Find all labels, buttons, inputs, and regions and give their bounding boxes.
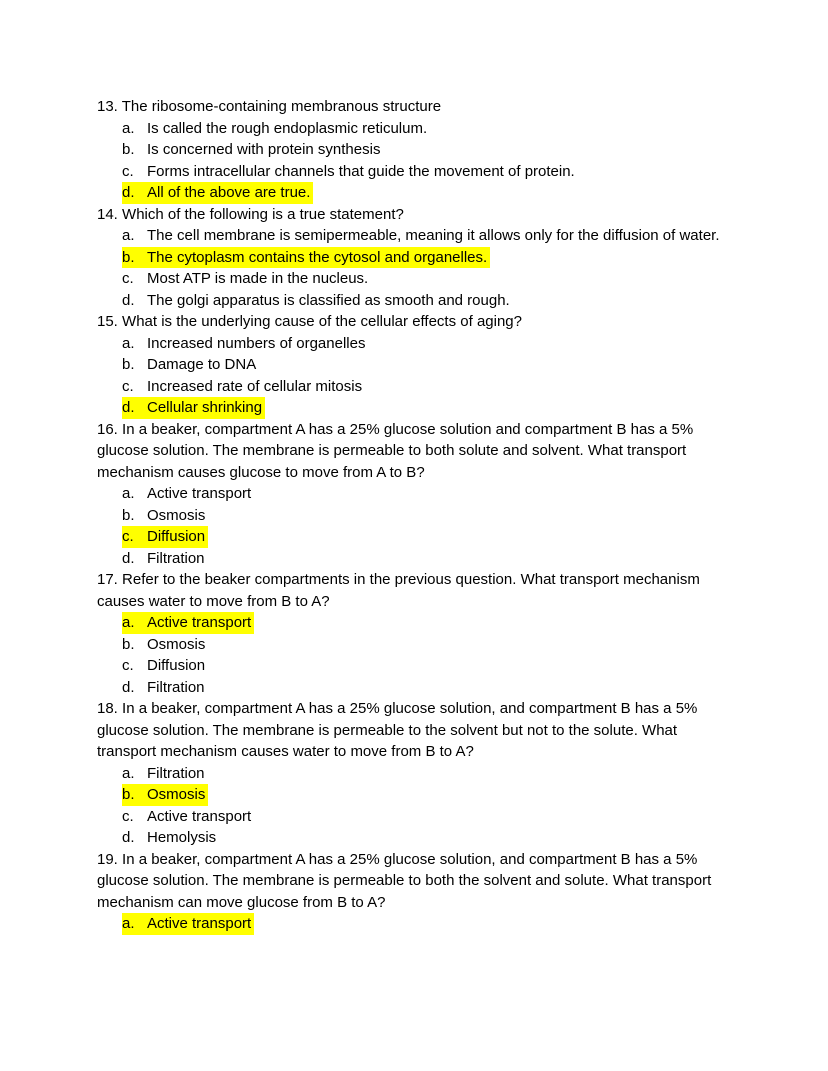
option-text: Osmosis xyxy=(147,786,206,803)
option-letter: a. xyxy=(122,334,135,352)
option-text: Filtration xyxy=(147,678,205,696)
option-letter: c. xyxy=(122,377,134,395)
option-text: Active transport xyxy=(147,614,252,631)
question-stem xyxy=(97,96,733,118)
option-text: Most ATP is made in the nucleus. xyxy=(147,270,369,287)
option-row-d xyxy=(122,827,733,849)
question-text: The ribosome-containing membranous structure xyxy=(121,98,442,115)
option-row-a xyxy=(122,483,733,505)
option-text: Increased numbers of organelles xyxy=(147,334,366,352)
option-letter: c. xyxy=(122,657,134,674)
option-letter: a. xyxy=(122,227,135,244)
option-letter: a. xyxy=(122,119,135,137)
question-number: 16. xyxy=(97,420,118,438)
question-stem xyxy=(97,204,733,226)
question-stem xyxy=(97,698,733,763)
option-letter: d. xyxy=(122,549,135,567)
option-row-a-highlighted xyxy=(122,612,254,634)
option-row-b xyxy=(122,139,733,161)
option-text: Forms intracellular channels that guide the movement of protein. xyxy=(147,162,575,180)
option-letter: b. xyxy=(122,635,135,653)
option-letter: d. xyxy=(122,399,135,416)
question-18 xyxy=(97,698,733,849)
option-row-a xyxy=(122,333,733,355)
question-number: 17. xyxy=(97,571,118,588)
option-row-c xyxy=(122,806,733,828)
option-text: Cellular shrinking xyxy=(147,399,263,416)
option-letter: b. xyxy=(122,141,135,158)
question-text: In a beaker, compartment A has a 25% glucose solution, and compartment B has a 5% glucose solution. The membrane is permeable to both the solvent and solute. What transport mechanism can move glucose from B to A? xyxy=(97,850,712,911)
option-row-c xyxy=(122,268,733,290)
option-text: All of the above are true. xyxy=(147,184,311,201)
options-list xyxy=(97,763,733,849)
option-row-b xyxy=(122,505,733,527)
option-text: Filtration xyxy=(147,549,205,567)
option-text: Diffusion xyxy=(147,528,206,545)
question-number: 13. xyxy=(97,98,118,115)
option-row-c-highlighted xyxy=(122,526,208,548)
question-stem xyxy=(97,311,733,333)
option-letter: a. xyxy=(122,614,135,631)
option-row-b-highlighted xyxy=(122,247,490,269)
options-list xyxy=(97,483,733,569)
option-text: The cytoplasm contains the cytosol and organelles. xyxy=(147,248,488,266)
options-list xyxy=(97,913,733,935)
option-row-a xyxy=(122,225,733,247)
option-letter: c. xyxy=(122,807,134,825)
option-text: Active transport xyxy=(147,915,252,932)
question-19 xyxy=(97,849,733,935)
option-row-c xyxy=(122,161,733,183)
question-text: What is the underlying cause of the cellular effects of aging? xyxy=(122,313,522,330)
option-letter: d. xyxy=(122,291,135,309)
option-row-c xyxy=(122,376,733,398)
options-list xyxy=(97,118,733,204)
option-text: Filtration xyxy=(147,764,205,782)
option-letter: d. xyxy=(122,678,135,696)
option-letter: d. xyxy=(122,184,135,201)
question-15 xyxy=(97,311,733,419)
option-letter: b. xyxy=(122,506,135,524)
option-text: Is concerned with protein synthesis xyxy=(147,141,381,158)
option-letter: b. xyxy=(122,248,135,266)
option-row-c xyxy=(122,655,733,677)
option-letter: b. xyxy=(122,786,135,803)
option-letter: d. xyxy=(122,829,135,846)
option-text: Osmosis xyxy=(147,635,206,653)
question-17 xyxy=(97,569,733,698)
question-14 xyxy=(97,204,733,312)
question-stem xyxy=(97,569,733,612)
question-number: 15. xyxy=(97,313,118,330)
option-letter: a. xyxy=(122,485,135,502)
options-list xyxy=(97,612,733,698)
question-text: Refer to the beaker compartments in the previous question. What transport mechanism causes water to move from B to A? xyxy=(97,571,700,610)
option-letter: c. xyxy=(122,162,134,180)
option-text: Diffusion xyxy=(147,657,206,674)
question-stem xyxy=(97,849,733,914)
option-text: Hemolysis xyxy=(147,829,217,846)
options-list xyxy=(97,333,733,419)
option-row-a xyxy=(122,118,733,140)
option-text: Increased rate of cellular mitosis xyxy=(147,377,363,395)
option-text: The golgi apparatus is classified as smooth and rough. xyxy=(147,291,510,309)
question-text: Which of the following is a true statement? xyxy=(122,205,404,223)
option-letter: a. xyxy=(122,764,135,782)
question-stem xyxy=(97,419,733,484)
option-row-b xyxy=(122,634,733,656)
option-row-b-highlighted xyxy=(122,784,208,806)
option-row-d xyxy=(122,548,733,570)
option-text: Active transport xyxy=(147,807,252,825)
question-16 xyxy=(97,419,733,570)
option-row-d-highlighted xyxy=(122,182,313,204)
question-text: In a beaker, compartment A has a 25% glucose solution and compartment B has a 5% glucose solution. The membrane is permeable to both solute and solvent. What transport mechanism causes glucose to move from A to B? xyxy=(97,420,694,481)
option-letter: b. xyxy=(122,356,135,373)
option-letter: a. xyxy=(122,915,135,932)
option-text: Damage to DNA xyxy=(147,356,257,373)
question-text: In a beaker, compartment A has a 25% glucose solution, and compartment B has a 5% glucose solution. The membrane is permeable to the solvent but not to the solute. What transport mechanism causes water to move from B to A? xyxy=(97,700,698,760)
option-text: Osmosis xyxy=(147,506,206,524)
option-row-a xyxy=(122,763,733,785)
option-letter: c. xyxy=(122,528,134,545)
option-text: Is called the rough endoplasmic reticulum. xyxy=(147,119,428,137)
option-text: Active transport xyxy=(147,485,252,502)
option-text: The cell membrane is semipermeable, meaning it allows only for the diffusion of water. xyxy=(147,227,720,244)
question-number: 14. xyxy=(97,205,118,223)
option-row-a-highlighted xyxy=(122,913,254,935)
option-row-b xyxy=(122,354,733,376)
option-row-d xyxy=(122,677,733,699)
option-letter: c. xyxy=(122,270,134,287)
question-number: 18. xyxy=(97,700,118,717)
option-row-d xyxy=(122,290,733,312)
options-list xyxy=(97,225,733,311)
question-number: 19. xyxy=(97,850,118,868)
option-row-d-highlighted xyxy=(122,397,265,419)
question-13 xyxy=(97,96,733,204)
